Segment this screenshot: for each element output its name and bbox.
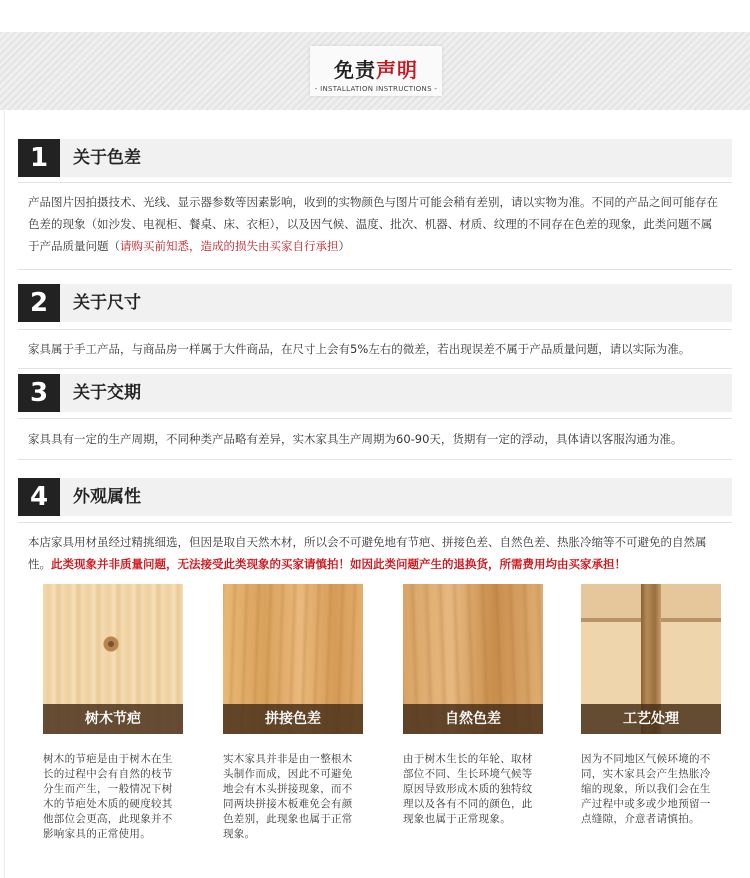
craft-process-image [581,584,721,734]
wood-label: 树木节疤 [43,704,183,734]
wood-knot-image [43,584,183,734]
warning-text: 此类现象并非质量问题，无法接受此类现象的买家请慎拍！如因此类问题产生的退换货，所需费用均由买家承担！ [51,557,626,571]
banner-title-red: 声明 [376,58,418,82]
wood-label: 自然色差 [403,704,543,734]
section-header-color-difference [18,139,732,177]
section-title: 关于尺寸 [73,293,141,313]
section-number: 4 [18,478,60,516]
section-number: 2 [18,284,60,322]
page-edge-line [4,110,5,878]
banner-title-black: 免责 [334,58,376,82]
section-body-text: 家具属于手工产品，与商品房一样属于大件商品，在尺寸上会有5%左右的微差，若出现误差不属于产品质量问题，请以实际为准。 [28,342,691,356]
section-header-appearance [18,478,732,516]
section-text-size [18,329,732,369]
section-body-text: 产品图片因拍摄技术、光线、显示器参数等因素影响，收到的实物颜色与图片可能会稍有差别，请以实物为准。不同的产品之间可能存在色差的现象（如沙发、电视柜、餐桌、床、衣柜），以及因气候、温度、批次、机器、材质、纹理的不同存在色差的现象，此类问题不属于产品质量问题（ [28,195,718,253]
splice-color-description: 实木家具并非是由一整根木头制作而成，因此不可避免地会有木头拼接现象，而不同两块拼接木板难免会有颜色差别，此现象也属于正常现象。 [223,753,353,840]
section-number: 1 [18,139,60,177]
section-header-size [18,284,732,322]
splice-color-image [223,584,363,734]
section-header-delivery [18,374,732,412]
section-title: 关于交期 [73,383,141,403]
section-title: 关于色差 [73,148,141,168]
wood-knot-description: 树木的节疤是由于树木在生长的过程中会有自然的枝节分生而产生，一般情况下树木的节疤处木质的硬度较其他部位会更高，此现象并不影响家具的正常使用。 [43,753,173,840]
wood-label: 工艺处理 [581,704,721,734]
section-text-delivery [18,418,732,460]
banner-subtitle: - INSTALLATION INSTRUCTIONS - [314,85,438,93]
natural-color-description: 由于树木生长的年轮、取材部位不同、生长环境气候等原因导致形成木质的独特纹理以及各有不同的颜色，此现象也属于正常现象。 [403,753,533,825]
section-body-text: 家具具有一定的生产周期，不同种类产品略有差异，实木家具生产周期为60-90天，货期有一定的浮动，具体请以客服沟通为准。 [28,432,683,446]
disclaimer-banner [0,32,750,110]
wood-label: 拼接色差 [223,704,363,734]
banner-title-box [310,46,442,96]
section-number: 3 [18,374,60,412]
section-title: 外观属性 [73,487,141,507]
warning-text: 请购买前知悉，造成的损失由买家自行承担 [120,239,339,253]
natural-color-image [403,584,543,734]
section-body-text-end: ） [338,239,350,253]
banner-title [310,54,442,83]
craft-process-description: 因为不同地区气候环境的不同，实木家具会产生热胀冷缩的现象，所以我们会在生产过程中或多或少地预留一点缝隙，介意者请慎拍。 [581,753,711,825]
section-text-appearance [18,522,732,578]
section-body-text: 本店家具用材虽经过精挑细选，但因是取自天然木材，所以会不可避免地有节疤、拼接色差、自然色差、热胀冷缩等不可避免的自然属性。 [28,535,707,571]
section-text-color-difference [18,182,732,270]
